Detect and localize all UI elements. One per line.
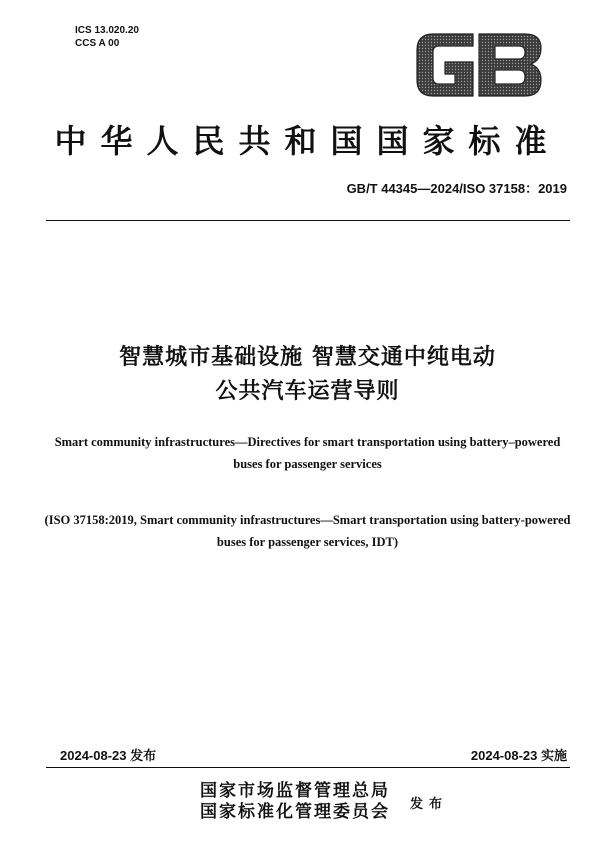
issuing-authorities bbox=[200, 781, 390, 823]
ccs-code: CCS A 00 bbox=[75, 38, 120, 49]
issuer-samr: 国家市场监督管理总局 bbox=[200, 781, 390, 801]
publish-label: 发布 bbox=[410, 797, 449, 812]
gb-logo bbox=[415, 32, 543, 98]
issuer-sac: 国家标准化管理委员会 bbox=[200, 802, 390, 822]
top-divider bbox=[46, 220, 570, 221]
issue-date: 2024-08-23 发布 bbox=[60, 748, 157, 763]
chinese-title-line2: 公共汽车运营导则 bbox=[215, 379, 400, 404]
ics-code: ICS 13.020.20 bbox=[75, 25, 139, 36]
classification-codes bbox=[75, 24, 139, 50]
standard-number: GB/T 44345—2024/ISO 37158：2019 bbox=[346, 181, 567, 196]
chinese-title-line1: 智慧城市基础设施 智慧交通中纯电动 bbox=[119, 345, 496, 370]
national-standard-title: 中华人民共和国国家标准 bbox=[54, 122, 561, 160]
gb-logo-icon bbox=[415, 32, 543, 98]
implementation-date: 2024-08-23 实施 bbox=[470, 748, 567, 763]
bottom-divider bbox=[46, 767, 570, 768]
english-title: Smart community infrastructures—Directives for smart transportation using battery–powered buses for passenger services bbox=[54, 435, 561, 471]
iso-reference: (ISO 37158:2019, Smart community infrastructures—Smart transportation using battery-powered buses for passenger services, IDT) bbox=[44, 513, 571, 549]
